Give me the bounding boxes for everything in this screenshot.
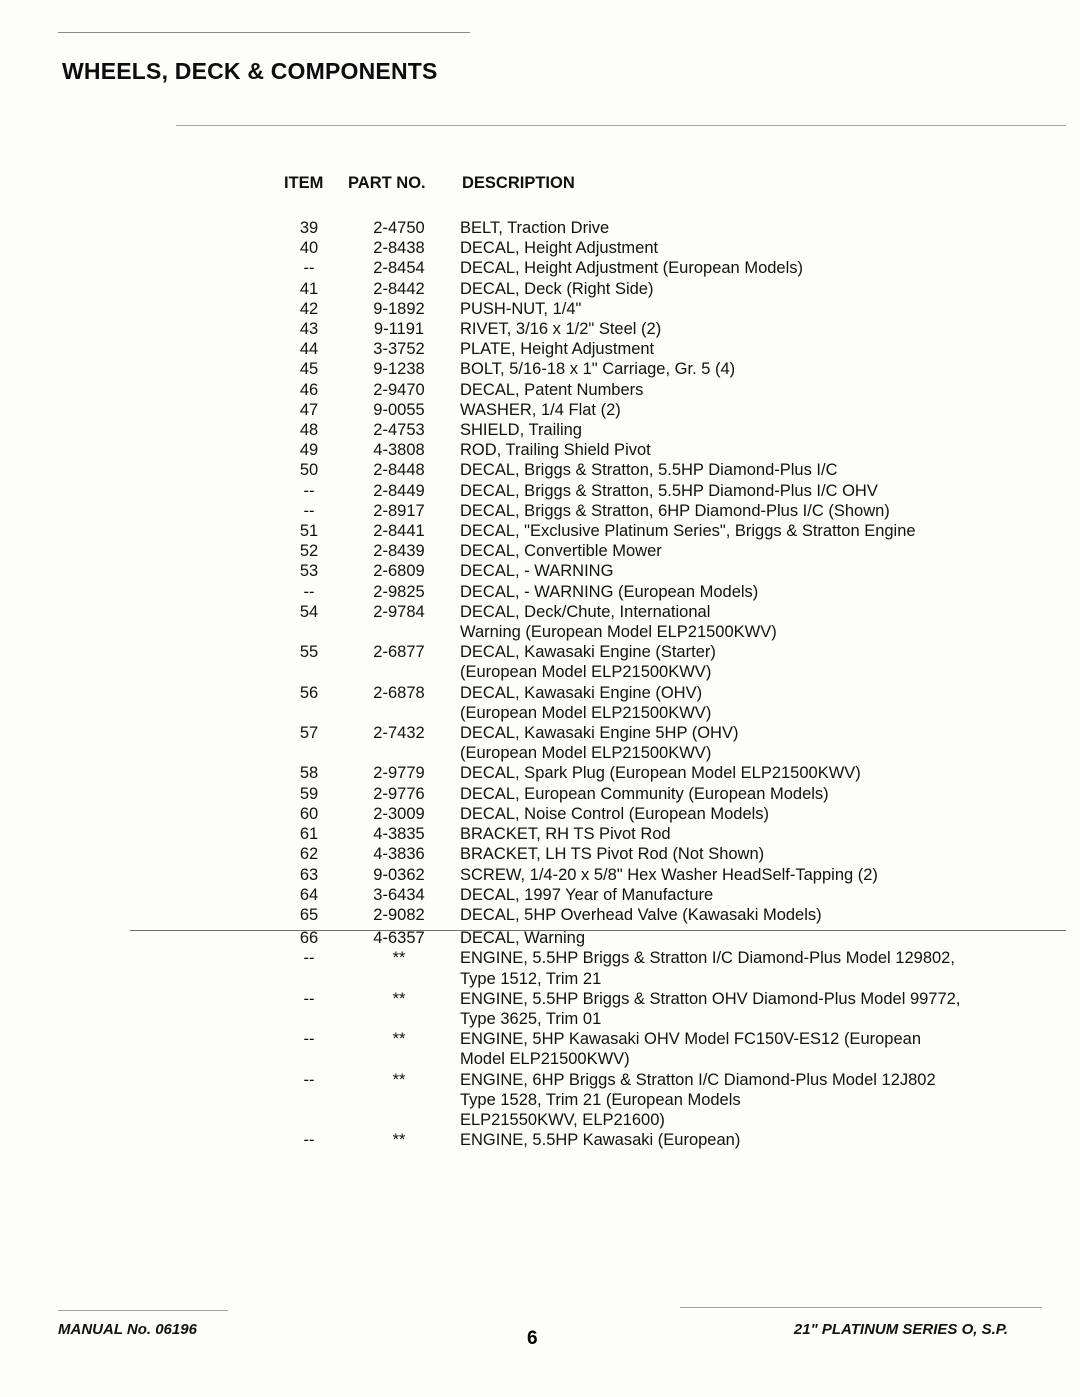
- part-no-cell: 9-1238: [373, 360, 425, 379]
- table-header: [284, 174, 1064, 202]
- item-cell: --: [303, 949, 315, 968]
- description-cell: DECAL, "Exclusive Platinum Series", Briggs & Stratton Engine: [460, 522, 916, 541]
- description-cell: DECAL, - WARNING (European Models): [460, 582, 759, 601]
- footer-rule-right: [680, 1307, 1042, 1308]
- table-row: [284, 683, 1064, 723]
- description-cell: RIVET, 3/16 x 1/2" Steel (2): [460, 320, 662, 339]
- part-no-cell: 2-4750: [373, 219, 425, 237]
- part-no-cell: 2-9082: [373, 905, 425, 924]
- item-cell: 61: [299, 825, 319, 844]
- item-cell: 44: [299, 340, 319, 359]
- page-title: WHEELS, DECK & COMPONENTS: [62, 58, 438, 84]
- item-cell: 55: [299, 643, 319, 662]
- table-row: [284, 460, 1064, 480]
- description-cell: DECAL, - WARNING: [460, 562, 614, 581]
- part-no-cell: **: [392, 1070, 406, 1089]
- description-cell: DECAL, Kawasaki Engine (OHV) (European Model ELP21500KWV): [460, 683, 712, 722]
- table-row: [284, 844, 1064, 864]
- part-no-cell: **: [392, 1131, 406, 1150]
- description-cell: DECAL, 1997 Year of Manufacture: [460, 885, 714, 904]
- header-rule: [176, 125, 1066, 126]
- table-row: [284, 380, 1064, 400]
- description-cell: BRACKET, RH TS Pivot Rod: [460, 825, 671, 844]
- description-cell: ROD, Trailing Shield Pivot: [460, 441, 651, 460]
- part-no-cell: 2-9776: [373, 784, 425, 803]
- table-row: [284, 642, 1064, 682]
- item-cell: 40: [299, 239, 319, 258]
- table-row: [284, 989, 1064, 1029]
- table-row: [284, 420, 1064, 440]
- part-no-cell: 9-1191: [373, 320, 425, 339]
- table-body: [284, 218, 1064, 1150]
- part-no-cell: 2-6878: [373, 683, 425, 702]
- table-row: [284, 1029, 1064, 1069]
- item-cell: --: [303, 989, 315, 1008]
- item-cell: 49: [299, 441, 319, 460]
- part-no-cell: 2-9784: [373, 602, 425, 621]
- description-cell: WASHER, 1/4 Flat (2): [460, 400, 621, 419]
- table-row: [284, 885, 1064, 905]
- item-cell: 39: [299, 219, 319, 237]
- description-cell: DECAL, Patent Numbers: [460, 380, 644, 399]
- table-row: [284, 299, 1064, 319]
- description-cell: DECAL, 5HP Overhead Valve (Kawasaki Models): [460, 905, 822, 924]
- table-row: [284, 279, 1064, 299]
- table-row: [284, 521, 1064, 541]
- part-no-cell: 9-1892: [373, 299, 425, 318]
- table-row: [284, 1130, 1064, 1150]
- table-row: [284, 339, 1064, 359]
- table-row: [284, 218, 1064, 238]
- part-no-cell: 2-8917: [373, 501, 425, 520]
- page-number: 6: [527, 1328, 538, 1349]
- description-cell: ENGINE, 5.5HP Kawasaki (European): [460, 1131, 741, 1150]
- item-cell: --: [303, 1070, 315, 1089]
- item-cell: 48: [299, 421, 319, 440]
- item-cell: --: [303, 1030, 315, 1049]
- table-row: [284, 541, 1064, 561]
- item-cell: 46: [299, 380, 319, 399]
- description-cell: PUSH-NUT, 1/4": [460, 299, 582, 318]
- item-cell: --: [303, 481, 315, 500]
- item-cell: 56: [299, 683, 319, 702]
- table-row: [284, 784, 1064, 804]
- item-cell: --: [303, 501, 315, 520]
- item-cell: --: [303, 582, 315, 601]
- item-cell: 65: [299, 905, 319, 924]
- table-row: [284, 948, 1064, 988]
- description-cell: SHIELD, Trailing: [460, 421, 582, 440]
- description-cell: DECAL, Deck (Right Side): [460, 279, 654, 298]
- table-row: [284, 824, 1064, 844]
- table-row: [284, 319, 1064, 339]
- part-no-cell: 2-3009: [373, 804, 425, 823]
- table-row: [284, 804, 1064, 824]
- item-cell: 58: [299, 764, 319, 783]
- description-cell: DECAL, Noise Control (European Models): [460, 804, 770, 823]
- table-row: [284, 238, 1064, 258]
- item-cell: 50: [299, 461, 319, 480]
- description-cell: BRACKET, LH TS Pivot Rod (Not Shown): [460, 845, 765, 864]
- table-row: [284, 1070, 1064, 1131]
- description-cell: DECAL, Briggs & Stratton, 5.5HP Diamond-Plus I/C OHV: [460, 481, 878, 500]
- item-cell: 54: [299, 602, 319, 621]
- part-no-cell: 4-6357: [373, 929, 425, 948]
- part-no-cell: 9-0362: [373, 865, 425, 884]
- part-no-cell: 2-8449: [373, 481, 425, 500]
- manual-number: MANUAL No. 06196: [58, 1321, 197, 1338]
- description-cell: DECAL, Warning: [460, 929, 586, 948]
- table-row: [284, 723, 1064, 763]
- footer-rule-left: [58, 1310, 228, 1311]
- part-no-cell: 2-7432: [373, 724, 425, 743]
- table-row: [284, 481, 1064, 501]
- description-cell: DECAL, Spark Plug (European Model ELP21500KWV): [460, 764, 861, 783]
- table-row: [284, 602, 1064, 642]
- part-no-cell: 2-8448: [373, 461, 425, 480]
- item-cell: 59: [299, 784, 319, 803]
- part-no-cell: 2-9470: [373, 380, 425, 399]
- part-no-cell: 2-9779: [373, 764, 425, 783]
- item-cell: 41: [299, 279, 319, 298]
- table-row: [284, 400, 1064, 420]
- item-cell: 47: [299, 400, 319, 419]
- part-no-cell: 2-8439: [373, 542, 425, 561]
- table-row: [284, 905, 1064, 925]
- item-cell: --: [303, 1131, 315, 1150]
- item-cell: 64: [299, 885, 319, 904]
- top-rule: [58, 32, 470, 33]
- table-row: [284, 359, 1064, 379]
- item-cell: 62: [299, 845, 319, 864]
- table-row: [284, 440, 1064, 460]
- table-row: [284, 928, 1064, 948]
- item-cell: 52: [299, 542, 319, 561]
- description-cell: DECAL, Deck/Chute, International Warning (European Model ELP21500KWV): [460, 602, 777, 642]
- item-cell: 63: [299, 865, 319, 884]
- item-cell: 60: [299, 804, 319, 823]
- part-no-cell: **: [392, 949, 406, 968]
- part-no-cell: 2-6809: [373, 562, 425, 581]
- description-cell: DECAL, European Community (European Models): [460, 784, 829, 803]
- part-no-cell: 2-8438: [373, 239, 425, 258]
- item-cell: 45: [299, 360, 319, 379]
- item-cell: 42: [299, 299, 319, 318]
- item-cell: 51: [299, 522, 319, 541]
- part-no-cell: 2-4753: [373, 421, 425, 440]
- part-no-cell: 2-8454: [373, 259, 425, 278]
- description-cell: DECAL, Height Adjustment: [460, 239, 659, 258]
- table-row: [284, 865, 1064, 885]
- part-no-cell: 2-9825: [373, 582, 425, 601]
- table-row: [284, 501, 1064, 521]
- part-no-cell: 4-3835: [373, 825, 425, 844]
- part-no-column-header: PART NO.: [348, 174, 426, 192]
- description-cell: ENGINE, 5.5HP Briggs & Stratton OHV Diamond-Plus Model 99772, Type 3625, Trim 01: [460, 989, 961, 1028]
- part-no-cell: 2-6877: [373, 643, 425, 662]
- description-cell: DECAL, Briggs & Stratton, 6HP Diamond-Plus I/C (Shown): [460, 501, 890, 520]
- table-row: [284, 258, 1064, 278]
- description-cell: DECAL, Kawasaki Engine 5HP (OHV) (European Model ELP21500KWV): [460, 724, 739, 763]
- description-column-header: DESCRIPTION: [462, 174, 575, 192]
- description-cell: BELT, Traction Drive: [460, 219, 610, 237]
- description-cell: DECAL, Convertible Mower: [460, 542, 662, 561]
- item-cell: 43: [299, 320, 319, 339]
- description-cell: BOLT, 5/16-18 x 1" Carriage, Gr. 5 (4): [460, 360, 736, 379]
- series-name: 21" PLATINUM SERIES O, S.P.: [793, 1321, 1008, 1338]
- description-cell: DECAL, Briggs & Stratton, 5.5HP Diamond-Plus I/C: [460, 461, 838, 480]
- part-no-cell: 9-0055: [373, 400, 425, 419]
- part-no-cell: **: [392, 1030, 406, 1049]
- table-row: [284, 763, 1064, 783]
- part-no-cell: 2-8442: [373, 279, 425, 298]
- description-cell: ENGINE, 5.5HP Briggs & Stratton I/C Diamond-Plus Model 129802, Type 1512, Trim 21: [460, 949, 955, 988]
- table-row: [284, 561, 1064, 581]
- item-column-header: ITEM: [284, 174, 324, 192]
- item-cell: 66: [299, 929, 319, 948]
- part-no-cell: **: [392, 989, 406, 1008]
- item-cell: 57: [299, 724, 319, 743]
- part-no-cell: 4-3808: [373, 441, 425, 460]
- table-row: [284, 582, 1064, 602]
- description-cell: SCREW, 1/4-20 x 5/8" Hex Washer HeadSelf-Tapping (2): [460, 865, 878, 884]
- item-cell: 53: [299, 562, 319, 581]
- part-no-cell: 2-8441: [373, 522, 425, 541]
- description-cell: ENGINE, 6HP Briggs & Stratton I/C Diamond-Plus Model 12J802 Type 1528, Trim 21 (European Models ELP21550KWV, ELP21600): [460, 1070, 936, 1129]
- part-no-cell: 3-6434: [373, 885, 425, 904]
- part-no-cell: 3-3752: [373, 340, 425, 359]
- description-cell: PLATE, Height Adjustment: [460, 340, 655, 359]
- part-no-cell: 4-3836: [373, 845, 425, 864]
- description-cell: ENGINE, 5HP Kawasaki OHV Model FC150V-ES12 (European Model ELP21500KWV): [460, 1030, 921, 1069]
- description-cell: DECAL, Kawasaki Engine (Starter) (European Model ELP21500KWV): [460, 643, 716, 682]
- parts-table: [284, 174, 1064, 1150]
- description-cell: DECAL, Height Adjustment (European Models): [460, 259, 804, 278]
- item-cell: --: [303, 259, 315, 278]
